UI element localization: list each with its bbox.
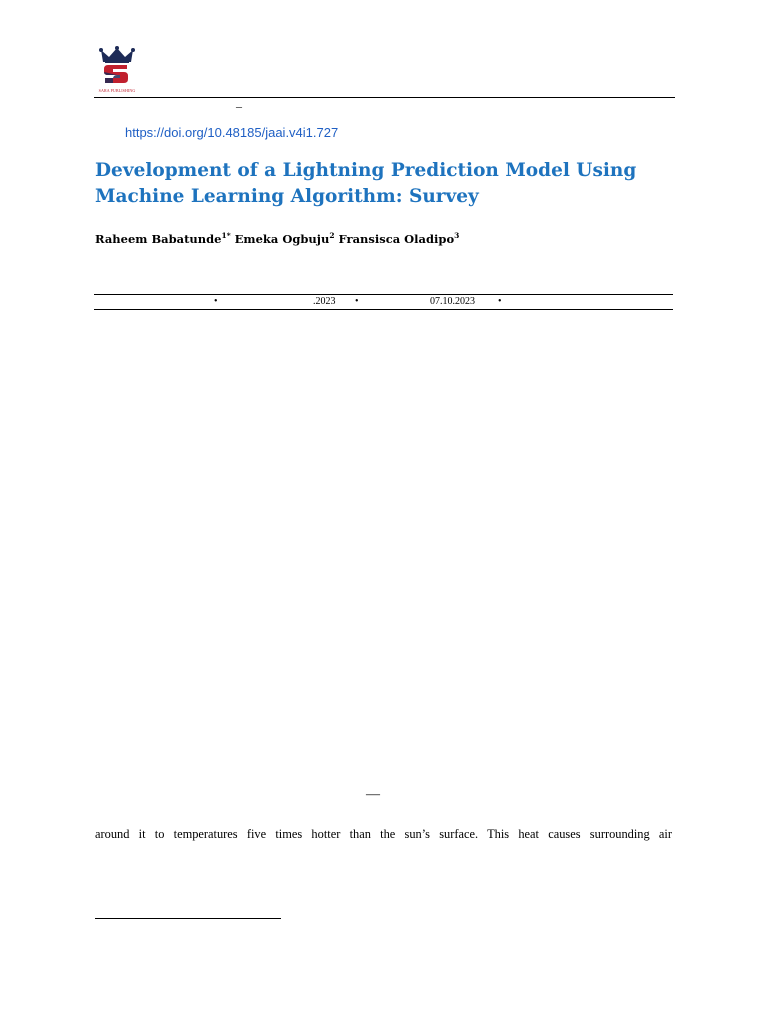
header-dash: – bbox=[236, 99, 242, 113]
header-rule bbox=[94, 97, 675, 98]
bullet-separator: • bbox=[214, 296, 218, 307]
author-affiliation: 1* bbox=[221, 231, 231, 240]
author-name: Fransisca Oladipo bbox=[338, 232, 455, 246]
publisher-name: SARA PUBLISHING bbox=[98, 88, 136, 93]
author-name: Raheem Babatunde bbox=[95, 232, 222, 246]
dates-rule-bottom bbox=[94, 309, 673, 310]
section-dash: — bbox=[366, 787, 380, 802]
published-date: 07.10.2023 bbox=[430, 296, 475, 307]
received-date: .2023 bbox=[313, 296, 336, 307]
author-affiliation: 3 bbox=[454, 231, 460, 240]
paper-title: Development of a Lightning Prediction Model Using Machine Learning Algorithm: Survey bbox=[95, 160, 637, 207]
publisher-logo bbox=[93, 46, 141, 94]
author-affiliation: 2 bbox=[329, 231, 335, 240]
author-list bbox=[95, 231, 459, 246]
crown-s-logo-icon bbox=[93, 46, 141, 90]
doi-link[interactable]: https://doi.org/10.48185/jaai.v4i1.727 bbox=[125, 125, 339, 140]
dates-rule-top bbox=[94, 294, 673, 295]
bullet-separator: • bbox=[498, 296, 502, 307]
body-text-line: around it to temperatures five times hotter than the sun’s surface. This heat causes surrounding air bbox=[95, 827, 672, 841]
author-name: Emeka Ogbuju bbox=[234, 232, 330, 246]
bullet-separator: • bbox=[355, 296, 359, 307]
footnote-rule bbox=[95, 918, 281, 919]
